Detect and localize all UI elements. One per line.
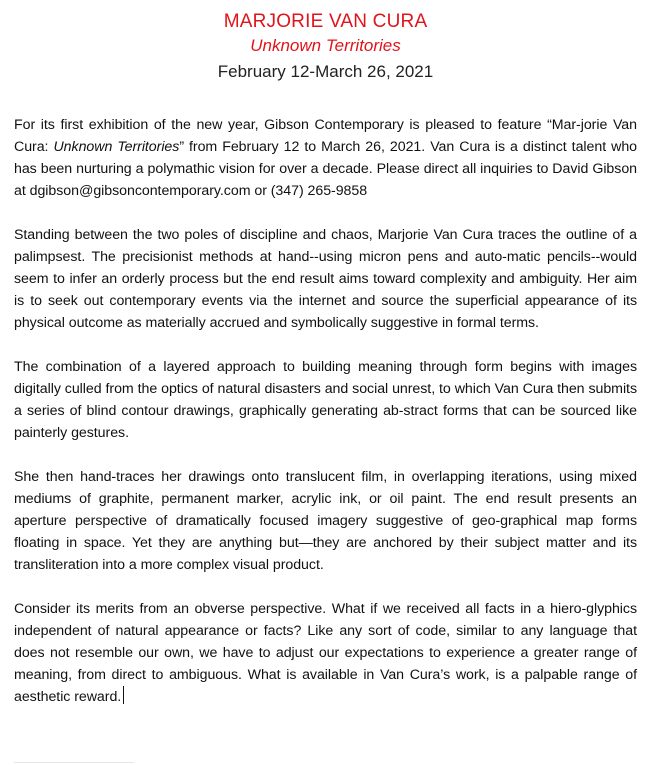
intro-text-start: For its first exhibition of the new year, Gibson Contemporary is pleased to feature “Mar-jorie Van Cura:: [14, 117, 637, 155]
paragraph-obverse-perspective[interactable]: [14, 598, 637, 708]
text-cursor: [123, 686, 124, 704]
intro-text-end: ” from February 12 to March 26, 2021. Van Cura is a distinct talent who has been nurturing a polymathic vision for over a decade. Please direct all inquiries to David Gibson at dgibson@gibsoncontemporary.com or (347) 265-9858: [14, 139, 637, 199]
exhibition-dates: February 12-March 26, 2021: [217, 62, 434, 81]
paragraph-hand-traces[interactable]: She then hand-traces her drawings onto translucent film, in overlapping iterations, using mixed mediums of graphite, permanent marker, acrylic ink, or oil paint. The end result presents an aperture perspective of dramatically focused imagery suggestive of geo-graphical map forms floating in space. Yet they are anything but—they are anchored by their subject matter and its transliteration into a more complex visual product.: [14, 469, 637, 573]
obverse-text: Consider its merits from an obverse perspective. What if we received all facts in a hiero-glyphics independent of natural appearance or facts? Like any sort of code, similar to any language that does not resemble our own, we have to adjust our expectations to experience a greater range of meaning, from direct to ambiguous. What is available in Van Cura’s work, is a palpable range of aesthetic reward.: [14, 601, 637, 705]
artist-name: MARJORIE VAN CURA: [223, 11, 428, 32]
paragraph-layered-approach[interactable]: The combination of a layered approach to building meaning through form begins with images digitally culled from the optics of natural disasters and social unrest, to which Van Cura then submits a series of blind contour drawings, graphically generating ab-stract forms that can be sourced like painterly gestures.: [14, 359, 637, 441]
document-header: [14, 10, 637, 86]
paragraph-discipline-chaos[interactable]: Standing between the two poles of discipline and chaos, Marjorie Van Cura traces the outline of a palimpsest. The precisionist methods at hand--using micron pens and auto-matic pencils--would seem to infer an orderly process but the end result aims toward complexity and ambiguity. Her aim is to seek out contemporary events via the internet and source the superficial appearance of its physical outcome as materially accrued and symbolically suggestive in formal terms.: [14, 227, 637, 331]
intro-exhibition-title: Unknown Territories: [53, 139, 180, 155]
bottom-divider: [14, 762, 134, 763]
paragraph-intro[interactable]: [14, 114, 637, 202]
press-release-document: [14, 10, 637, 730]
exhibition-title: Unknown Territories: [250, 36, 401, 55]
